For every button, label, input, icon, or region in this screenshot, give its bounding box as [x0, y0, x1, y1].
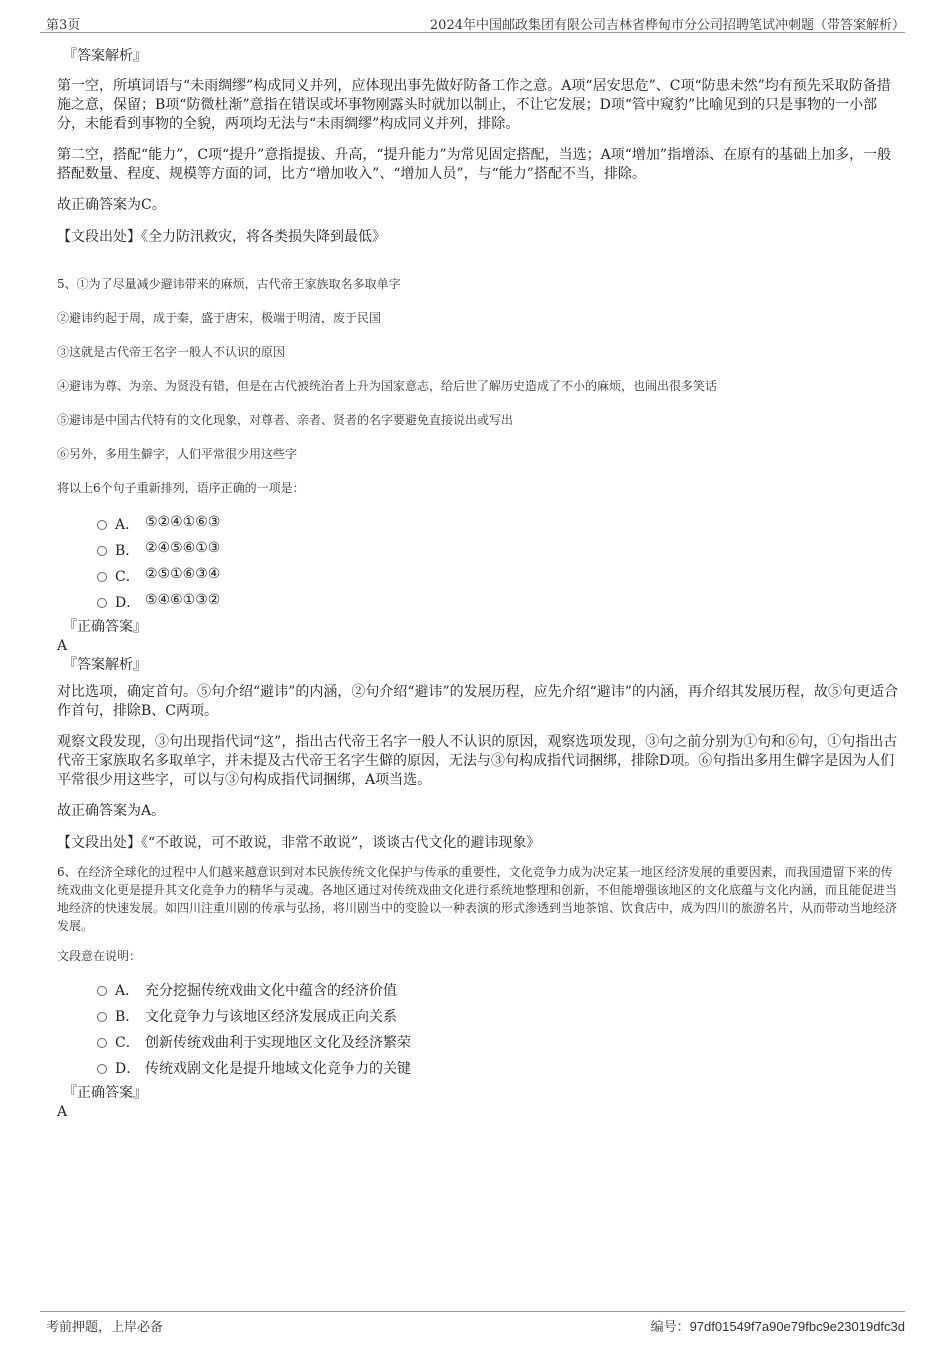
footer-slogan: 考前押题，上岸必备 [46, 1320, 164, 1335]
page-number: 第3页 [46, 18, 81, 33]
document-id: 编号：97df01549f7a90e79fbc9e23019dfc3d [650, 1319, 905, 1334]
option-text: 传统戏剧文化是提升地域文化竞争力的关键 [145, 1061, 411, 1077]
q5-options [57, 511, 902, 615]
q5-sentence-5: ⑤避讳是中国古代特有的文化现象，对尊者、亲者、贤者的名字要避免直接说出或写出 [57, 413, 514, 427]
q4-analysis-p1: 第一空，所填词语与“未雨绸缪”构成同义并列，应体现出事先做好防备工作之意。A项“居安思危”、C项“防患未然”均有预先采取防备措施之意，保留；B项“防微杜渐”意指在错误或坏事物刚露头时就加以制止，不让它发展；D项“管中窥豹”比喻见到的只是事物的一小部分，未能看到事物的全貌，两项均无法与“未雨绸缪”构成同义并列，排除。 [57, 78, 891, 132]
q6-option-b[interactable] [57, 1003, 902, 1029]
option-letter: C． [115, 569, 140, 585]
radio-icon[interactable] [97, 598, 107, 608]
q6-option-d[interactable] [57, 1055, 902, 1081]
page-footer [40, 1311, 905, 1336]
q4-conclusion: 故正确答案为C。 [57, 197, 166, 213]
q5-analysis-tag: 『答案解析』 [63, 657, 147, 673]
radio-icon[interactable] [97, 546, 107, 556]
q6-prompt: 文段意在说明： [57, 949, 142, 963]
radio-icon[interactable] [97, 1064, 107, 1074]
radio-icon[interactable] [97, 1012, 107, 1022]
q5-option-d[interactable] [57, 589, 902, 615]
option-text: ⑤④⑥①③② [145, 592, 221, 608]
q5-sentence-1: 5、①为了尽量减少避讳带来的麻烦，古代帝王家族取名多取单字 [57, 277, 401, 291]
q6-options [57, 977, 902, 1081]
option-text: ②④⑤⑥①③ [145, 540, 221, 556]
q5-source: 【文段出处】《“不敢说，可不敢说，非常不敢说”，谈谈古代文化的避讳现象》 [57, 835, 541, 851]
q4-analysis-tag: 『答案解析』 [63, 48, 147, 64]
q6-option-c[interactable] [57, 1029, 902, 1055]
option-letter: A． [115, 983, 140, 999]
q4-source: 【文段出处】《全力防汛救灾，将各类损失降到最低》 [57, 229, 386, 245]
option-letter: B． [115, 1009, 140, 1025]
option-text: 创新传统戏曲利于实现地区文化及经济繁荣 [145, 1035, 411, 1051]
option-text: ⑤②④①⑥③ [145, 514, 221, 530]
document-title: 2024年中国邮政集团有限公司吉林省桦甸市分公司招聘笔试冲刺题（带答案解析） [429, 18, 905, 33]
q5-answer: A [57, 638, 68, 654]
q5-sentence-6: ⑥另外，多用生僻字，人们平常很少用这些字 [57, 447, 298, 461]
q6-answer-tag: 『正确答案』 [63, 1085, 147, 1101]
option-letter: D． [115, 1061, 141, 1077]
radio-icon[interactable] [97, 572, 107, 582]
option-letter: C． [115, 1035, 140, 1051]
q5-analysis-p1: 对比选项，确定首句。⑤句介绍“避讳”的内涵，②句介绍“避讳”的发展历程，应先介绍“避讳”的内涵，再介绍其发展历程，故⑤句更适合作首句，排除B、C两项。 [57, 684, 898, 719]
q5-option-b[interactable] [57, 537, 902, 563]
q5-prompt: 将以上6个句子重新排列，语序正确的一项是： [57, 481, 305, 495]
option-text: 文化竞争力与该地区经济发展成正向关系 [145, 1009, 397, 1025]
page-header [40, 10, 905, 33]
radio-icon[interactable] [97, 520, 107, 530]
option-letter: A． [115, 517, 140, 533]
q5-option-c[interactable] [57, 563, 902, 589]
radio-icon[interactable] [97, 1038, 107, 1048]
q6-answer: A [57, 1104, 68, 1120]
option-letter: B． [115, 543, 140, 559]
option-text: ②⑤①⑥③④ [145, 566, 221, 582]
radio-icon[interactable] [97, 986, 107, 996]
option-letter: D． [115, 595, 141, 611]
q5-answer-tag: 『正确答案』 [63, 619, 147, 635]
page-content [57, 46, 902, 1121]
q5-option-a[interactable] [57, 511, 902, 537]
q6-stem: 6、在经济全球化的过程中人们越来越意识到对本民族传统文化保护与传承的重要性，文化竞争力成为决定某一地区经济发展的重要因素，而我国遗留下来的传统戏曲文化更是提升其文化竞争力的精华与灵魂。各地区通过对传统戏曲文化进行系统地整理和创新，不但能增强该地区的文化底蕴与文化内涵，而且能促进当地经济的快速发展。如四川注重川剧的传承与弘扬，将川剧当中的变脸以一种表演的形式渗透到当地茶馆、饮食店中，成为四川的旅游名片，从而带动当地经济发展。 [57, 865, 898, 933]
q5-sentence-2: ②避讳约起于周，成于秦，盛于唐宋，极端于明清，废于民国 [57, 311, 382, 325]
q4-analysis-p2: 第二空，搭配“能力”，C项“提升”意指提拔、升高，“提升能力”为常见固定搭配，当选；A项“增加”指增添、在原有的基础上加多，一般搭配数量、程度、规模等方面的词，比方“增加收入”、“增加人员”，与“能力”搭配不当，排除。 [57, 147, 892, 182]
q5-conclusion: 故正确答案为A。 [57, 803, 166, 819]
q6-option-a[interactable] [57, 977, 902, 1003]
q5-analysis-p2: 观察文段发现，③句出现指代词“这”，指出古代帝王名字一般人不认识的原因，观察选项发现，③句之前分别为①句和⑥句，①句指出古代帝王家族取名多取单字，并未提及古代帝王名字生僻的原因，无法与③句构成指代词捆绑，排除D项。⑥句指出多用生僻字是因为人们平常很少用这些字，可以与③句构成指代词捆绑，A项当选。 [57, 734, 898, 788]
q5-sentence-3: ③这就是古代帝王名字一般人不认识的原因 [57, 345, 286, 359]
option-text: 充分挖掘传统戏曲文化中蕴含的经济价值 [145, 983, 397, 999]
q5-sentence-4: ④避讳为尊、为亲、为贤没有错，但是在古代被统治者上升为国家意志，给后世了解历史造成了不小的麻烦，也闹出很多笑话 [57, 379, 718, 393]
